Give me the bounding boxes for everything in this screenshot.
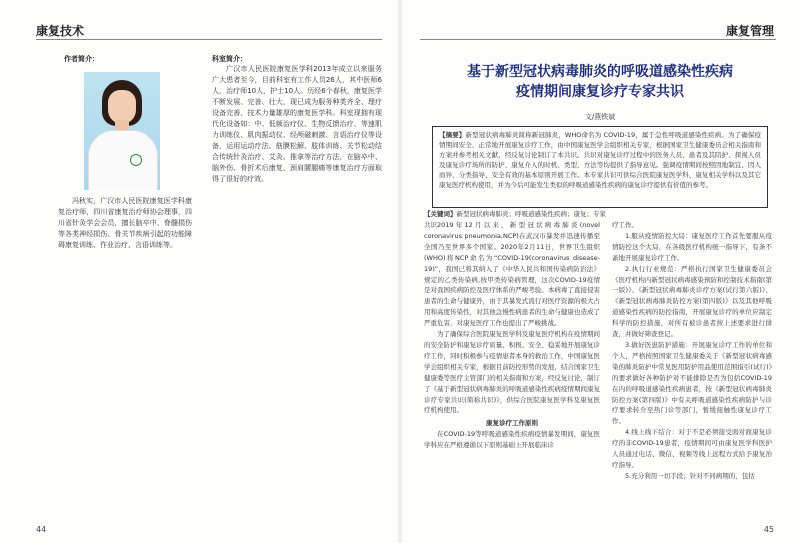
abstract-box xyxy=(432,126,768,208)
left-section-title: 康复技术 xyxy=(36,24,85,38)
col2-paragraph: 3.做好医患防护措施：开展康复诊疗工作的单位和个人，严格按照国家卫生健康委关于《新型冠状病毒感染的肺炎防护中常见医用防护用品使用范围指引(试行)》的要求做好各种防护对不能排除是否为包括COVID-19在内的呼吸道感染性疾病患者，按《新型冠状病毒肺炎防控方案(第四版)》中有关呼吸道感染性疾病防护与诊疗要求转介至热门诊等部门，暂缓接触性康复诊疗工作。 xyxy=(612,340,772,426)
col2-paragraph: 4.线上线下结合：对于不是必须接受面对面康复诊疗的非COVID-19患者，疫情期间可由康复医学科医护人员通过电话、微信、视频等线上远程方式给予康复治疗指导。 xyxy=(612,428,772,469)
col2-paragraph: 疗工作。 xyxy=(612,221,638,229)
col1-subheading: 康复诊疗工作原则 xyxy=(486,419,538,428)
byline: 文/燕铁斌 xyxy=(584,113,616,121)
body-column-1 xyxy=(424,220,600,520)
author-bio: 冯秋实，广汉市人民医院康复医学科康复治疗师，四川省康复治疗师协会理事，四川省针灸学会会员，擅长脑卒中、脊髓损伤等各类神经损伤、骨关节疾病引起的功能障碍康复训练、作业治疗、言语训练等。 xyxy=(58,197,192,249)
dept-label: 科室简介： xyxy=(212,55,247,63)
col1-paragraph: 为了确保综合医院康复医学科及康复医疗机构在疫情期间的安全防护和康复诊疗质量、积极、安全、稳妥地开展康复诊疗工作，同时积极参与疫情患者本身的救治工作，中国康复医学会组织相关专家，根据目前防控形势的发展，结合国家卫生健康委等医疗主管部门的相关指南和方案，经反复讨论，制订了《基于新型冠状病毒肺炎的呼吸道感染性疾病疫情期间康复诊疗专家共识(简称共识)》，供综合医院康复医学科及康复医疗机构使用。 xyxy=(424,330,600,415)
abstract-text: 新型冠状病毒肺炎简称新冠肺炎，WHO命名为 COVID-19，属于急性呼吸道感染性疾病。为了确保疫情期间安全、正常地开展康复诊疗工作，由中国康复医学会组织相关专家，根据国家卫生健康委员会相关指南和方案并参考相关文献，经反复讨论制订了本共识。共识对康复诊疗过程中的医务人员、患者及其陪护、探视人员及康复诊疗场所的防护、康复介入的时机、类型、方法等均提供了指导意见。强调疫情期间按照因地制宜、因人而异、分类指导、安全有效的基本原则开展工作。本专家共识可供综合医院康复医学科、康复相关学科以及其它康复医疗机构使用，并为今后可能发生类似的呼吸道感染性疾病的康复诊疗提供有价值的参考。 xyxy=(439,131,761,189)
body-column-2 xyxy=(612,220,772,520)
right-section-title: 康复管理 xyxy=(725,24,774,38)
left-page xyxy=(0,0,398,543)
article-title-line1: 基于新型冠状病毒肺炎的呼吸道感染性疾病 xyxy=(467,64,733,80)
left-header-rule xyxy=(36,39,382,40)
author-label: 作者简介： xyxy=(64,55,99,63)
article-title-line2: 疫情期间康复诊疗专家共识 xyxy=(516,84,684,100)
dept-text: 广汉市人民医院康复医学科2013年成立以来服务广大患者至今，目前科室有工作人员26人，其中医师6人，治疗师10人，护士10人。历经6个春秋，康复医学不断发展、完善、壮大，现已成为服务种类齐全、理疗设备完善、技术力量雄厚的康复医学科。科室现拥有现代化设备如：中、低频治疗仪、生物反馈治疗、等速肌力训练仪、肌肉振动仪、经颅磁刺激、言语治疗仪等设备，运用运动疗法、筋膜松解、肢体训练、关节松动结合传统针灸治疗、艾灸、推拿等治疗方法，在脑卒中、脑外伤、骨折术后康复、颈肩腰腿痛等康复治疗方面取得了很好的疗效。 xyxy=(212,65,382,183)
col2-paragraph: 5.充分利用一切手段；针对不同病期的，包括 xyxy=(625,471,755,480)
left-page-number: 44 xyxy=(36,525,47,534)
col2-paragraph: 1.服从疫情防控大局：康复医疗工作首先要服从疫情防控这个大局，在各级医疗机构统一指导下，有条不紊地开展康复诊疗工作。 xyxy=(612,231,772,262)
col2-paragraph: 2.执行行业规范：严格执行国家卫生健康委员会《医疗机构内新型冠状病毒感染预防和控制技术指南(第一版)》、《新型冠状病毒肺炎诊疗方案(试行第六版)》、《新型冠状病毒肺炎防控方案(第四版)》以及其他呼吸道感染性疾病的防控指南，开展康复诊疗的单位应制定科学的防控措施，对所有被诊患者按上述要求进行排查，并做好筛查登记。 xyxy=(612,264,772,339)
col1-paragraph: 在COVID-19等呼吸道感染性疾病疫情暴发期间，康复医学科应在严格遵循以下原则基础上开展临床诊 xyxy=(424,430,600,450)
abstract-label: 【摘要】 xyxy=(439,131,466,139)
author-photo xyxy=(84,72,160,190)
keywords-text: 新型冠状病毒肺炎；呼吸道感染性疾病；康复；专家共识 xyxy=(424,210,606,229)
col1-paragraph: 2019年12月以来，新型冠状病毒肺炎(novel coronavirus pneumonia,NCP)在武汉市暴发并迅速传播至全国乃至世界多个国家。2020年2月11日，世界卫生组织(WHO)将NCP命名为“COVID-19(coronavirus disease-19)”，我国已将其纳入了《中华人民共和国传染病防治法》规定的乙类传染病,按甲类传染病管理，这次COVID-19疫情是对我国疾病防控及医疗体系的严峻考验。本病毒了直接侵害患者的生命与健康外，由于其暴发式流行对医疗资源的极大占用和高度传染性，对其他急慢性病患者的生命与健康也造成了严重危害，对康复医疗工作也提出了严峻挑战。 xyxy=(424,221,600,328)
article-title xyxy=(430,62,770,102)
right-header-rule xyxy=(420,39,776,40)
right-page-number: 45 xyxy=(763,525,774,534)
keywords-label: 【关键词】 xyxy=(424,210,457,218)
